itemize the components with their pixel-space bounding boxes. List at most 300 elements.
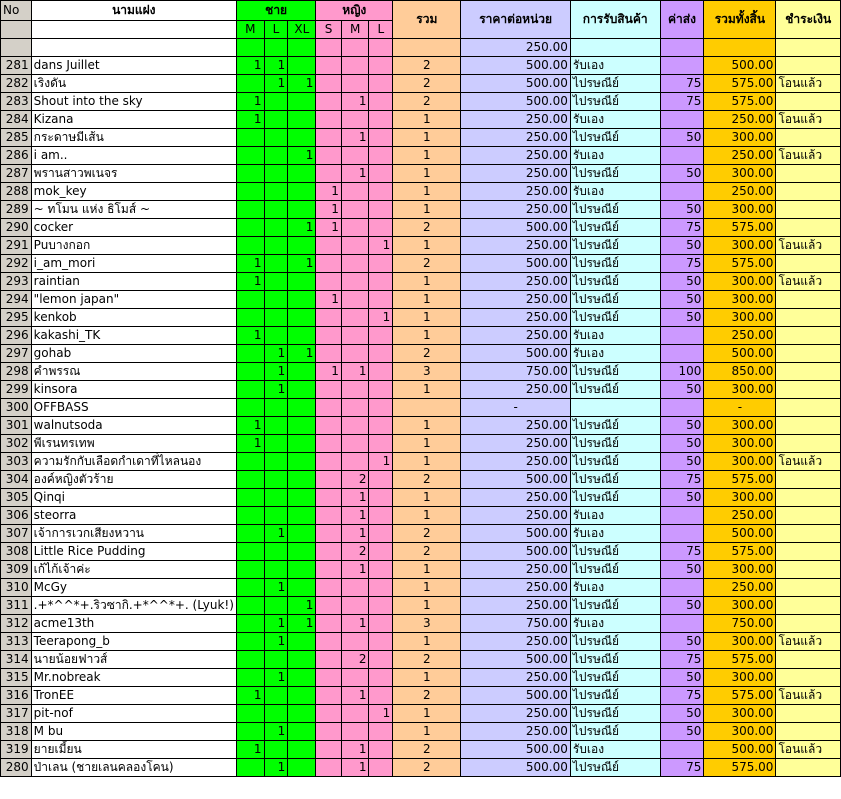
cell-grand-total[interactable]: 300.00: [704, 435, 776, 453]
cell-male-xl[interactable]: [288, 723, 316, 741]
cell-female-s[interactable]: [316, 669, 342, 687]
cell-male-xl[interactable]: [288, 435, 316, 453]
cell-no[interactable]: 313: [1, 633, 32, 651]
cell-payment[interactable]: โอนแล้ว: [776, 453, 841, 471]
cell-male-xl[interactable]: [288, 165, 316, 183]
cell-shipping[interactable]: [660, 579, 704, 597]
cell-receive[interactable]: ไปรษณีย์: [570, 687, 660, 705]
cell-male-m[interactable]: [236, 75, 264, 93]
cell-male-m[interactable]: 1: [236, 327, 264, 345]
cell-female-s[interactable]: [316, 165, 342, 183]
cell-total[interactable]: 1: [393, 309, 461, 327]
cell-grand-total[interactable]: 300.00: [704, 705, 776, 723]
cell-female-l[interactable]: [369, 759, 393, 777]
cell-total[interactable]: 1: [393, 597, 461, 615]
cell-female-l[interactable]: [369, 489, 393, 507]
cell-payment[interactable]: โอนแล้ว: [776, 111, 841, 129]
cell-female-m[interactable]: 2: [341, 651, 369, 669]
header-unit-price[interactable]: ราคาต่อหน่วย: [461, 1, 570, 39]
cell-payment[interactable]: [776, 219, 841, 237]
cell-price[interactable]: 250.00: [461, 201, 570, 219]
cell-male-l[interactable]: 1: [264, 75, 288, 93]
cell-total[interactable]: 1: [393, 633, 461, 651]
cell-no[interactable]: 292: [1, 255, 32, 273]
cell-female-m[interactable]: [341, 633, 369, 651]
cell-price[interactable]: 500.00: [461, 543, 570, 561]
cell-shipping[interactable]: 75: [660, 255, 704, 273]
cell-total[interactable]: 2: [393, 741, 461, 759]
cell-female-s[interactable]: [316, 597, 342, 615]
cell-female-l[interactable]: [369, 165, 393, 183]
cell-male-m[interactable]: [236, 525, 264, 543]
cell-receive[interactable]: ไปรษณีย์: [570, 561, 660, 579]
cell-shipping[interactable]: [660, 399, 704, 417]
cell-no[interactable]: 296: [1, 327, 32, 345]
cell-shipping[interactable]: 50: [660, 273, 704, 291]
cell-price[interactable]: 250.00: [461, 669, 570, 687]
cell-grand-total[interactable]: 575.00: [704, 759, 776, 777]
cell-male-xl[interactable]: [288, 561, 316, 579]
cell-female-s[interactable]: 1: [316, 219, 342, 237]
cell-grand-total[interactable]: 300.00: [704, 561, 776, 579]
cell-name[interactable]: i_am_mori: [31, 255, 236, 273]
cell-female-m[interactable]: 1: [341, 507, 369, 525]
cell-receive[interactable]: รับเอง: [570, 579, 660, 597]
cell-male-m[interactable]: [236, 597, 264, 615]
cell-male-l[interactable]: [264, 417, 288, 435]
cell-female-m[interactable]: [341, 201, 369, 219]
cell-total[interactable]: 1: [393, 327, 461, 345]
cell-name[interactable]: ~ ทโมน แห่ง ธิโมส์ ~: [31, 201, 236, 219]
cell-female-l[interactable]: [369, 543, 393, 561]
cell-grand-total[interactable]: 500.00: [704, 741, 776, 759]
cell-receive[interactable]: ไปรษณีย์: [570, 273, 660, 291]
cell-female-l[interactable]: [369, 651, 393, 669]
cell-shipping[interactable]: 50: [660, 597, 704, 615]
cell-grand-total[interactable]: 575.00: [704, 651, 776, 669]
cell-price[interactable]: 250.00: [461, 435, 570, 453]
cell-male-l[interactable]: [264, 147, 288, 165]
cell-female-m[interactable]: [341, 327, 369, 345]
cell-male-m[interactable]: 1: [236, 687, 264, 705]
cell-shipping[interactable]: 50: [660, 291, 704, 309]
size-female-m[interactable]: M: [341, 21, 369, 39]
cell-total[interactable]: 1: [393, 273, 461, 291]
cell-payment[interactable]: [776, 723, 841, 741]
cell-payment[interactable]: [776, 759, 841, 777]
cell-name[interactable]: "lemon japan": [31, 291, 236, 309]
cell-price[interactable]: 500.00: [461, 219, 570, 237]
cell-price[interactable]: 500.00: [461, 93, 570, 111]
cell-female-m[interactable]: [341, 453, 369, 471]
cell-shipping[interactable]: 50: [660, 561, 704, 579]
cell-payment[interactable]: [776, 417, 841, 435]
cell-female-m[interactable]: [341, 399, 369, 417]
cell-total[interactable]: 2: [393, 75, 461, 93]
cell-female-m[interactable]: [341, 345, 369, 363]
cell-female-s[interactable]: [316, 129, 342, 147]
cell-female-s[interactable]: [316, 75, 342, 93]
cell-grand-total[interactable]: 250.00: [704, 507, 776, 525]
cell-no[interactable]: 310: [1, 579, 32, 597]
cell-receive[interactable]: รับเอง: [570, 327, 660, 345]
cell-total[interactable]: 1: [393, 723, 461, 741]
cell-male-xl[interactable]: [288, 39, 316, 57]
cell-male-m[interactable]: [236, 705, 264, 723]
cell-name[interactable]: Little Rice Pudding: [31, 543, 236, 561]
cell-receive[interactable]: ไปรษณีย์: [570, 255, 660, 273]
cell-total[interactable]: 2: [393, 255, 461, 273]
cell-male-m[interactable]: [236, 507, 264, 525]
cell-male-m[interactable]: [236, 615, 264, 633]
cell-male-l[interactable]: [264, 129, 288, 147]
cell-female-s[interactable]: [316, 435, 342, 453]
cell-receive[interactable]: รับเอง: [570, 615, 660, 633]
cell-male-l[interactable]: [264, 237, 288, 255]
cell-no[interactable]: 318: [1, 723, 32, 741]
cell-female-l[interactable]: [369, 435, 393, 453]
cell-male-l[interactable]: 1: [264, 525, 288, 543]
cell-price[interactable]: 750.00: [461, 363, 570, 381]
cell-female-s[interactable]: [316, 723, 342, 741]
cell-male-xl[interactable]: [288, 57, 316, 75]
cell-female-m[interactable]: 1: [341, 93, 369, 111]
cell-female-s[interactable]: 1: [316, 363, 342, 381]
cell-total[interactable]: 1: [393, 147, 461, 165]
cell-price[interactable]: 250.00: [461, 579, 570, 597]
cell-female-s[interactable]: [316, 759, 342, 777]
cell-male-xl[interactable]: [288, 93, 316, 111]
cell-female-l[interactable]: [369, 669, 393, 687]
cell-total[interactable]: 1: [393, 417, 461, 435]
cell-male-xl[interactable]: [288, 759, 316, 777]
cell-price[interactable]: 250.00: [461, 597, 570, 615]
cell-male-l[interactable]: [264, 39, 288, 57]
cell-male-m[interactable]: [236, 219, 264, 237]
cell-price[interactable]: 250.00: [461, 381, 570, 399]
cell-shipping[interactable]: 75: [660, 759, 704, 777]
cell-receive[interactable]: ไปรษณีย์: [570, 309, 660, 327]
cell-female-l[interactable]: [369, 93, 393, 111]
cell-no[interactable]: 302: [1, 435, 32, 453]
cell-female-m[interactable]: 1: [341, 759, 369, 777]
cell-male-l[interactable]: [264, 183, 288, 201]
cell-name[interactable]: raintian: [31, 273, 236, 291]
cell-male-m[interactable]: [236, 561, 264, 579]
cell-payment[interactable]: [776, 525, 841, 543]
cell-grand-total[interactable]: 300.00: [704, 309, 776, 327]
cell-payment[interactable]: [776, 255, 841, 273]
cell-payment[interactable]: [776, 561, 841, 579]
cell-payment[interactable]: [776, 669, 841, 687]
cell-total[interactable]: [393, 399, 461, 417]
cell-no[interactable]: 304: [1, 471, 32, 489]
cell-total[interactable]: 2: [393, 57, 461, 75]
cell-male-l[interactable]: [264, 597, 288, 615]
cell-name[interactable]: กระดาษมีเส้น: [31, 129, 236, 147]
cell-name[interactable]: องค์หญิงตัวร้าย: [31, 471, 236, 489]
size-female-s[interactable]: S: [316, 21, 342, 39]
cell-male-l[interactable]: [264, 741, 288, 759]
cell-male-m[interactable]: 1: [236, 57, 264, 75]
cell-female-l[interactable]: [369, 111, 393, 129]
cell-grand-total[interactable]: 850.00: [704, 363, 776, 381]
cell-female-m[interactable]: 1: [341, 489, 369, 507]
cell-male-m[interactable]: 1: [236, 93, 264, 111]
cell-no[interactable]: 317: [1, 705, 32, 723]
cell-male-m[interactable]: [236, 183, 264, 201]
cell-total[interactable]: 1: [393, 237, 461, 255]
cell-grand-total[interactable]: 300.00: [704, 201, 776, 219]
cell-payment[interactable]: [776, 381, 841, 399]
cell-female-m[interactable]: [341, 273, 369, 291]
cell-male-xl[interactable]: [288, 651, 316, 669]
cell-male-xl[interactable]: [288, 543, 316, 561]
cell-female-s[interactable]: 1: [316, 201, 342, 219]
cell-name[interactable]: dans Juillet: [31, 57, 236, 75]
cell-receive[interactable]: ไปรษณีย์: [570, 597, 660, 615]
cell-price[interactable]: 250.00: [461, 489, 570, 507]
cell-female-s[interactable]: [316, 345, 342, 363]
size-male-m[interactable]: M: [236, 21, 264, 39]
cell-payment[interactable]: [776, 507, 841, 525]
cell-no[interactable]: 289: [1, 201, 32, 219]
cell-female-s[interactable]: [316, 471, 342, 489]
cell-grand-total[interactable]: -: [704, 399, 776, 417]
cell-name[interactable]: Puบางกอก: [31, 237, 236, 255]
cell-female-l[interactable]: [369, 291, 393, 309]
cell-shipping[interactable]: 50: [660, 489, 704, 507]
cell-female-l[interactable]: [369, 345, 393, 363]
cell-female-l[interactable]: [369, 561, 393, 579]
cell-no[interactable]: 298: [1, 363, 32, 381]
cell-price[interactable]: 250.00: [461, 291, 570, 309]
cell-price[interactable]: 250.00: [461, 273, 570, 291]
cell-name[interactable]: acme13th: [31, 615, 236, 633]
cell-male-l[interactable]: 1: [264, 57, 288, 75]
cell-female-s[interactable]: [316, 309, 342, 327]
cell-name[interactable]: cocker: [31, 219, 236, 237]
cell-male-m[interactable]: [236, 309, 264, 327]
cell-male-xl[interactable]: [288, 363, 316, 381]
cell-female-s[interactable]: [316, 273, 342, 291]
cell-female-m[interactable]: [341, 309, 369, 327]
cell-total[interactable]: 1: [393, 201, 461, 219]
cell-no[interactable]: 283: [1, 93, 32, 111]
cell-grand-total[interactable]: 575.00: [704, 471, 776, 489]
cell-grand-total[interactable]: 300.00: [704, 669, 776, 687]
cell-no[interactable]: 280: [1, 759, 32, 777]
cell-price[interactable]: 500.00: [461, 525, 570, 543]
cell-no[interactable]: 282: [1, 75, 32, 93]
cell-no[interactable]: 291: [1, 237, 32, 255]
cell-shipping[interactable]: 75: [660, 93, 704, 111]
cell-receive[interactable]: รับเอง: [570, 741, 660, 759]
cell-male-l[interactable]: 1: [264, 615, 288, 633]
cell-male-l[interactable]: [264, 453, 288, 471]
cell-female-s[interactable]: [316, 399, 342, 417]
cell-female-m[interactable]: [341, 147, 369, 165]
header-receive[interactable]: การรับสินค้า: [570, 1, 660, 39]
cell-shipping[interactable]: 50: [660, 129, 704, 147]
cell-receive[interactable]: ไปรษณีย์: [570, 129, 660, 147]
cell-payment[interactable]: โอนแล้ว: [776, 75, 841, 93]
cell-female-s[interactable]: [316, 255, 342, 273]
cell-grand-total[interactable]: 250.00: [704, 183, 776, 201]
cell-no[interactable]: 303: [1, 453, 32, 471]
cell-no[interactable]: 297: [1, 345, 32, 363]
cell-male-l[interactable]: [264, 687, 288, 705]
cell-payment[interactable]: โอนแล้ว: [776, 687, 841, 705]
cell-total[interactable]: 1: [393, 291, 461, 309]
cell-grand-total[interactable]: 500.00: [704, 345, 776, 363]
cell-receive[interactable]: ไปรษณีย์: [570, 291, 660, 309]
cell-male-xl[interactable]: [288, 201, 316, 219]
cell-name[interactable]: M bu: [31, 723, 236, 741]
cell-female-l[interactable]: [369, 471, 393, 489]
cell-female-m[interactable]: [341, 255, 369, 273]
cell-male-l[interactable]: 1: [264, 669, 288, 687]
cell-payment[interactable]: [776, 615, 841, 633]
cell-receive[interactable]: ไปรษณีย์: [570, 201, 660, 219]
cell-male-l[interactable]: [264, 651, 288, 669]
cell-male-m[interactable]: 1: [236, 255, 264, 273]
cell-male-l[interactable]: [264, 255, 288, 273]
cell-grand-total[interactable]: 250.00: [704, 111, 776, 129]
cell-female-s[interactable]: [316, 687, 342, 705]
header-no[interactable]: No: [1, 1, 32, 21]
cell-payment[interactable]: [776, 489, 841, 507]
cell-payment[interactable]: โอนแล้ว: [776, 237, 841, 255]
cell-male-l[interactable]: 1: [264, 633, 288, 651]
cell-female-l[interactable]: [369, 417, 393, 435]
cell-female-s[interactable]: [316, 93, 342, 111]
cell-price[interactable]: 750.00: [461, 615, 570, 633]
cell-female-m[interactable]: [341, 381, 369, 399]
cell-name[interactable]: เริงดัน: [31, 75, 236, 93]
cell-grand-total[interactable]: 250.00: [704, 579, 776, 597]
cell-price[interactable]: 250.00: [461, 129, 570, 147]
cell-name[interactable]: คำพรรณ: [31, 363, 236, 381]
cell-female-m[interactable]: [341, 237, 369, 255]
cell-male-xl[interactable]: [288, 183, 316, 201]
cell-total[interactable]: 2: [393, 93, 461, 111]
cell-female-s[interactable]: [316, 39, 342, 57]
cell-payment[interactable]: [776, 93, 841, 111]
cell-shipping[interactable]: 50: [660, 381, 704, 399]
cell-male-m[interactable]: [236, 363, 264, 381]
cell-female-l[interactable]: [369, 507, 393, 525]
cell-no[interactable]: 286: [1, 147, 32, 165]
cell-name[interactable]: พรานสาวพเนจร: [31, 165, 236, 183]
cell-receive[interactable]: ไปรษณีย์: [570, 363, 660, 381]
cell-female-s[interactable]: [316, 579, 342, 597]
cell-male-m[interactable]: [236, 651, 264, 669]
cell-grand-total[interactable]: 300.00: [704, 291, 776, 309]
cell-male-m[interactable]: [236, 723, 264, 741]
cell-male-xl[interactable]: [288, 489, 316, 507]
cell-total[interactable]: 1: [393, 129, 461, 147]
cell-total[interactable]: 1: [393, 435, 461, 453]
cell-shipping[interactable]: 50: [660, 165, 704, 183]
cell-male-xl[interactable]: [288, 525, 316, 543]
cell-grand-total[interactable]: 300.00: [704, 237, 776, 255]
cell-payment[interactable]: [776, 471, 841, 489]
cell-male-m[interactable]: [236, 489, 264, 507]
cell-no[interactable]: 305: [1, 489, 32, 507]
cell-name[interactable]: walnutsoda: [31, 417, 236, 435]
cell-male-l[interactable]: [264, 399, 288, 417]
cell-name[interactable]: นายน้อยฟาวส์: [31, 651, 236, 669]
cell-female-l[interactable]: [369, 219, 393, 237]
cell-male-m[interactable]: [236, 237, 264, 255]
cell-name[interactable]: Kizana: [31, 111, 236, 129]
cell-male-xl[interactable]: 1: [288, 219, 316, 237]
cell-female-m[interactable]: 1: [341, 561, 369, 579]
cell-total[interactable]: 2: [393, 651, 461, 669]
cell-price[interactable]: 500.00: [461, 57, 570, 75]
cell-no[interactable]: 284: [1, 111, 32, 129]
cell-shipping[interactable]: [660, 507, 704, 525]
cell-male-xl[interactable]: [288, 309, 316, 327]
cell-female-l[interactable]: [369, 255, 393, 273]
cell-shipping[interactable]: 75: [660, 219, 704, 237]
cell-male-l[interactable]: [264, 93, 288, 111]
cell-total[interactable]: 1: [393, 561, 461, 579]
cell-female-m[interactable]: 1: [341, 363, 369, 381]
cell-male-l[interactable]: [264, 291, 288, 309]
cell-total[interactable]: 1: [393, 669, 461, 687]
cell-male-l[interactable]: [264, 309, 288, 327]
cell-female-l[interactable]: [369, 687, 393, 705]
cell-price[interactable]: 250.00: [461, 183, 570, 201]
cell-female-l[interactable]: [369, 633, 393, 651]
cell-receive[interactable]: ไปรษณีย์: [570, 723, 660, 741]
cell-total[interactable]: 1: [393, 579, 461, 597]
cell-payment[interactable]: [776, 291, 841, 309]
cell-payment[interactable]: [776, 345, 841, 363]
cell-female-l[interactable]: [369, 741, 393, 759]
cell-male-xl[interactable]: [288, 399, 316, 417]
cell-receive[interactable]: ไปรษณีย์: [570, 435, 660, 453]
cell-payment[interactable]: [776, 363, 841, 381]
cell-grand-total[interactable]: 300.00: [704, 381, 776, 399]
cell-male-l[interactable]: [264, 705, 288, 723]
cell-female-m[interactable]: [341, 111, 369, 129]
cell-male-xl[interactable]: [288, 741, 316, 759]
cell-payment[interactable]: [776, 597, 841, 615]
cell-shipping[interactable]: 50: [660, 237, 704, 255]
cell-receive[interactable]: ไปรษณีย์: [570, 471, 660, 489]
cell-payment[interactable]: โอนแล้ว: [776, 741, 841, 759]
cell-name[interactable]: kakashi_TK: [31, 327, 236, 345]
cell-male-l[interactable]: 1: [264, 345, 288, 363]
cell-price[interactable]: 500.00: [461, 75, 570, 93]
cell-female-s[interactable]: [316, 417, 342, 435]
size-male-xl[interactable]: XL: [288, 21, 316, 39]
cell-female-l[interactable]: [369, 57, 393, 75]
cell-name[interactable]: Teerapong_b: [31, 633, 236, 651]
cell-payment[interactable]: [776, 543, 841, 561]
cell-male-m[interactable]: 1: [236, 417, 264, 435]
cell-female-s[interactable]: [316, 525, 342, 543]
cell-price[interactable]: 250.00: [461, 309, 570, 327]
cell-female-m[interactable]: [341, 579, 369, 597]
cell-payment[interactable]: [776, 165, 841, 183]
cell-shipping[interactable]: 50: [660, 723, 704, 741]
cell-name[interactable]: OFFBASS: [31, 399, 236, 417]
cell-name[interactable]: kinsora: [31, 381, 236, 399]
